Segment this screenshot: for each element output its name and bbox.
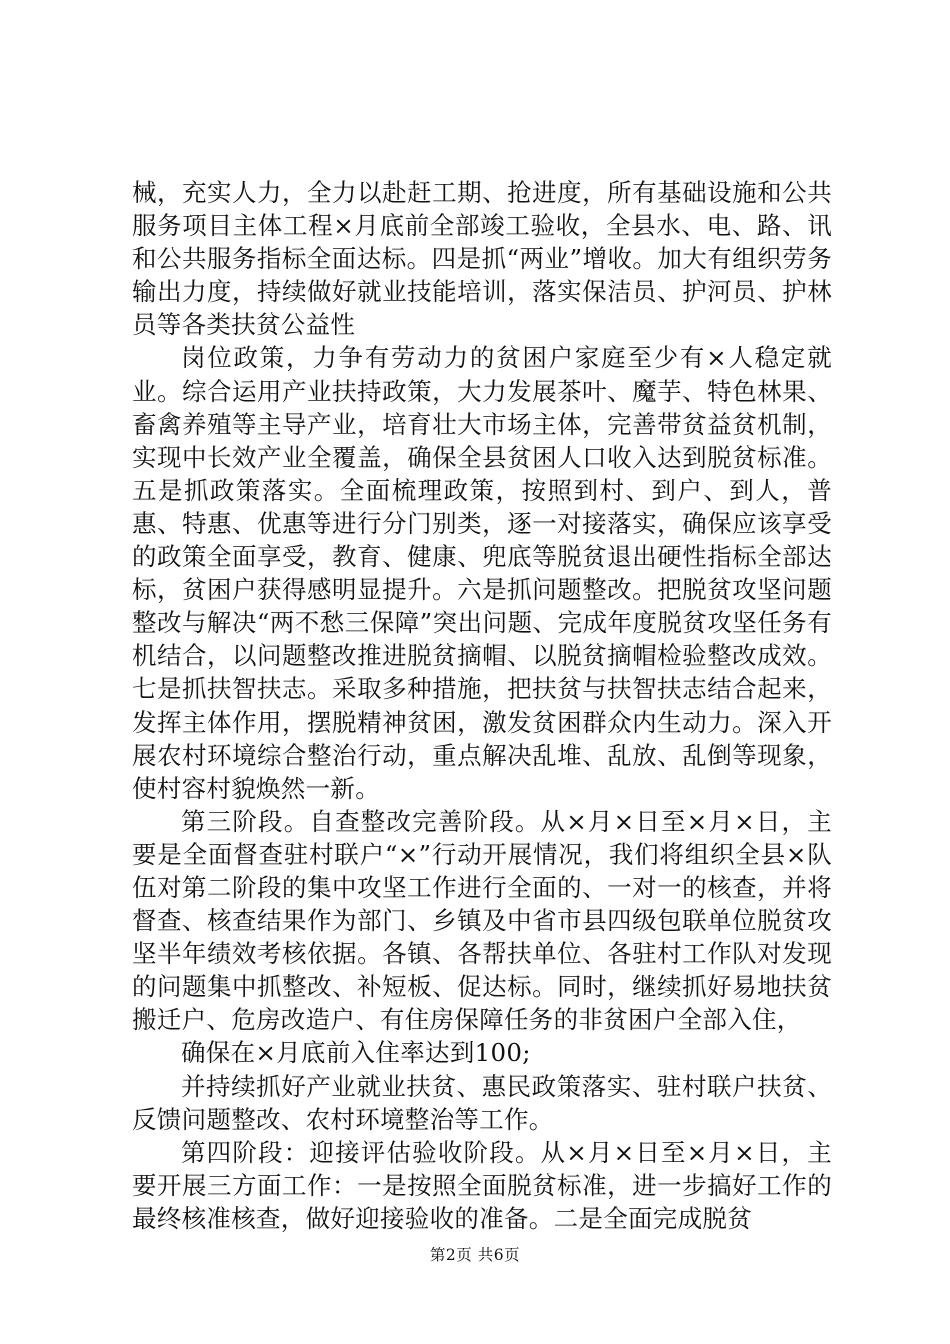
paragraph-3: 第三阶段。自查整改完善阶段。从×月×日至×月×日，主要是全面督查驻村联户“×”行动开展情况，我们将组织全县×队伍对第二阶段的集中攻坚工作进行全面的、一对一的核查，并将督查、核查结果作为部门、乡镇及中省市县四级包联单位脱贫攻坚半年绩效考核依据。各镇、各帮扶单位、各驻村工作队对发现的问题集中抓整改、补短板、促达标。同时，继续抓好易地扶贫搬迁户、危房改造户、有住房保障任务的非贫困户全部入住， bbox=[132, 806, 832, 1035]
paragraph-6: 第四阶段：迎接评估验收阶段。从×月×日至×月×日，主要开展三方面工作：一是按照全面脱贫标准，进一步搞好工作的最终核准核查，做好迎接验收的准备。二是全面完成脱贫 bbox=[132, 1137, 832, 1233]
page-number-label: 第2页 共6页 bbox=[429, 1246, 521, 1264]
page-footer bbox=[0, 1243, 950, 1265]
paragraph-2: 岗位政策，力争有劳动力的贫困户家庭至少有×人稳定就业。综合运用产业扶持政策，大力发展茶叶、魔芋、特色林果、畜禽养殖等主导产业，培育壮大市场主体，完善带贫益贫机制，实现中长效产业全覆盖，确保全县贫困人口收入达到脱贫标准。五是抓政策落实。全面梳理政策，按照到村、到户、到人，普惠、特惠、优惠等进行分门别类，逐一对接落实，确保应该享受的政策全面享受，教育、健康、兜底等脱贫退出硬性指标全部达标，贫困户获得感明显提升。六是抓问题整改。把脱贫攻坚问题整改与解决“两不愁三保障”突出问题、完成年度脱贫攻坚任务有机结合，以问题整改推进脱贫摘帽、以脱贫摘帽检验整改成效。七是抓扶智扶志。采取多种措施，把扶贫与扶智扶志结合起来，发挥主体作用，摆脱精神贫困，激发贫困群众内生动力。深入开展农村环境综合整治行动，重点解决乱堆、乱放、乱倒等现象，使村容村貌焕然一新。 bbox=[132, 343, 832, 803]
document-body bbox=[132, 176, 832, 1235]
paragraph-4: 确保在×月底前入住率达到100; bbox=[181, 1038, 531, 1068]
paragraph-5: 并持续抓好产业就业扶贫、惠民政策落实、驻村联户扶贫、反馈问题整改、农村环境整治等工作。 bbox=[132, 1071, 832, 1134]
paragraph-1: 械，充实人力，全力以赴赶工期、抢进度，所有基础设施和公共服务项目主体工程×月底前全部竣工验收，全县水、电、路、讯和公共服务指标全面达标。四是抓“两业”增收。加大有组织劳务输出力度，持续做好就业技能培训，落实保洁员、护河员、护林员等各类扶贫公益性 bbox=[132, 178, 832, 340]
